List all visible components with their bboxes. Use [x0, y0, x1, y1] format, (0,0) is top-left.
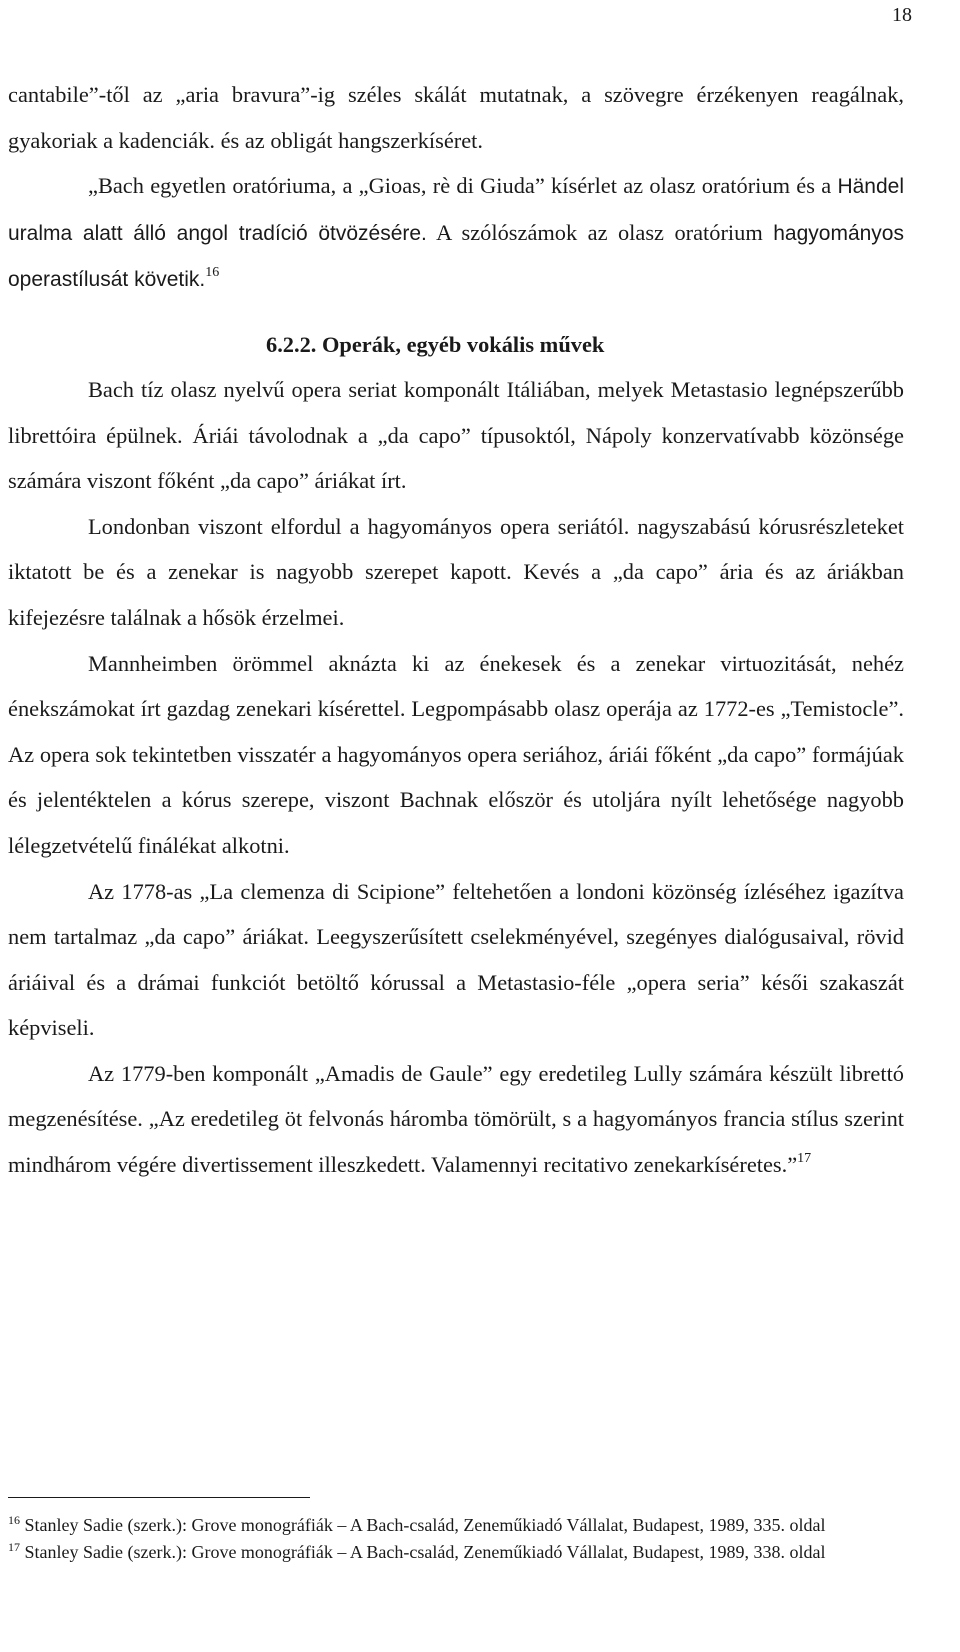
paragraph-intro-2: [8, 163, 904, 303]
footnote-divider: [8, 1497, 310, 1498]
paragraph-last-text: Az 1779-ben komponált „Amadis de Gaule” egy eredetileg Lully számára készült librettó megzenésítése. „Az eredetileg öt felvonás háromba tömörült, s a hagyományos francia stílus szerint mindhárom végére divertissement illeszkedett. Valamennyi recitativo zenekarkíséretes.”: [8, 1060, 904, 1178]
intro-text-serif: „Bach egyetlen oratóriuma, a „Gioas, rè di Giuda” kísérlet az olasz oratórium és a: [88, 173, 832, 199]
paragraph-intro-1: cantabile”-től az „aria bravura”-ig széles skálát mutatnak, a szövegre érzékenyen reagálnak, gyakoriak a kadenciák. és az obligát hangszerkíséret.: [8, 82, 904, 153]
intro-text-sans: Händel uralma alatt álló angol tradíció ötvözésére.: [8, 175, 905, 245]
page-number: 18: [892, 4, 912, 26]
footnote-number: 17: [8, 1539, 20, 1554]
section-body: [8, 367, 904, 1188]
section-heading: 6.2.2. Operák, egyéb vokális művek: [266, 331, 605, 357]
footnote-reference: 16: [205, 265, 220, 281]
document-body: [8, 72, 904, 1188]
intro-text-serif-tail: A szólószámok az olasz oratórium: [436, 219, 763, 245]
paragraph: Mannheimben örömmel aknázta ki az énekesek és a zenekar virtuozitását, nehéz énekszámokat írt gazdag zenekari kísérettel. Legpompásabb olasz operája az 1772-es „Temistocle”. Az opera sok tekintetben visszatér a hagyományos opera seriához, áriái főként „da capo” formájúak és jelentéktelen a kórus szerepe, viszont Bachnak először és utoljára nyílt lehetősége nagyobb lélegzetvételű finálékat alkotni.: [8, 650, 904, 858]
footnote-16: [8, 1515, 904, 1536]
footnotes: [8, 1515, 904, 1568]
footnote-text: Stanley Sadie (szerk.): Grove monográfiák – A Bach-család, Zeneműkiadó Vállalat, Budapest, 1989, 335. oldal: [24, 1515, 826, 1535]
paragraph: Londonban viszont elfordul a hagyományos opera seriától. nagyszabású kórusrészleteket iktatott be és a zenekar is nagyobb szerepet kapott. Kevés a „da capo” ária és az áriákban kifejezésre találnak a hősök érzelmei.: [8, 513, 904, 630]
footnote-reference: 17: [797, 1151, 812, 1167]
paragraph: Az 1778-as „La clemenza di Scipione” feltehetően a londoni közönség ízléséhez igazítva nem tartalmaz „da capo” áriákat. Leegyszerűsített cselekményével, szegényes dialógusaival, rövid áriáival és a drámai funkciót betöltő kórussal a Metastasio-féle „opera seria” késői szakaszát képviseli.: [8, 878, 904, 1041]
intro-text-sans-tail: hagyományos operastílusát követik.: [8, 221, 904, 292]
footnote-text: Stanley Sadie (szerk.): Grove monográfiák – A Bach-család, Zeneműkiadó Vállalat, Budapest, 1989, 338. oldal: [24, 1541, 826, 1562]
footnote-17: [8, 1539, 904, 1563]
paragraph-last: [8, 1051, 904, 1188]
footnote-number: 16: [8, 1513, 20, 1527]
paragraph: Bach tíz olasz nyelvű opera seriat komponált Itáliában, melyek Metastasio legnépszerűbb librettóira épülnek. Áriái távolodnak a „da capo” típusoktól, Nápoly konzervatívabb közönsége számára viszont főként „da capo” áriákat írt.: [8, 376, 904, 494]
